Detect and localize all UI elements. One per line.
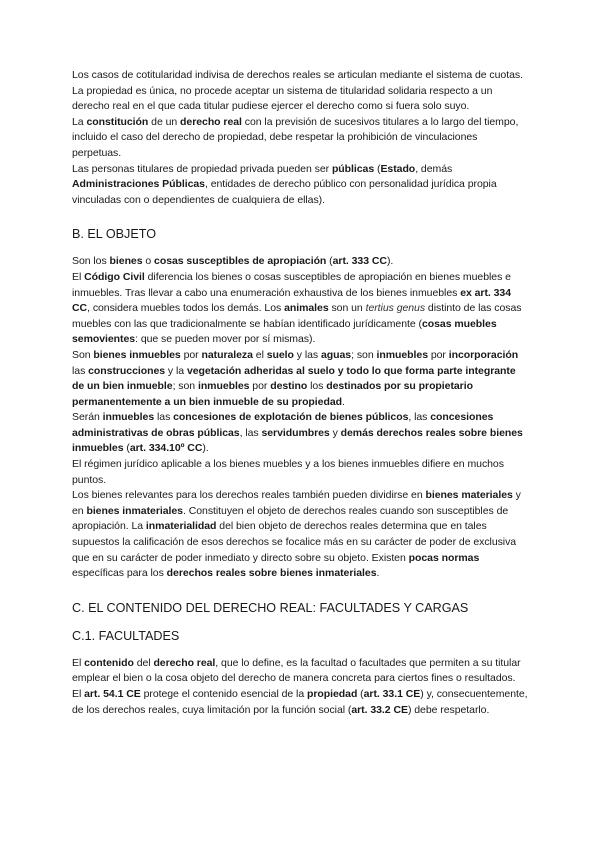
text-run: por	[427, 348, 449, 361]
bold-term: animales	[284, 302, 329, 315]
text-run: El	[72, 270, 85, 283]
bold-term: inmuebles	[102, 411, 155, 424]
text-run: ; son	[172, 380, 198, 393]
paragraph-art-54	[72, 687, 528, 718]
spacer	[72, 616, 528, 628]
text-run: Los bienes relevantes para los derechos reales también pueden dividirse en	[72, 489, 426, 502]
bold-term: Administraciones Públicas	[72, 178, 205, 191]
bold-term: destinados por su propietario permanentemente a un bien inmueble de su propiedad	[72, 380, 473, 408]
text-run: las	[154, 411, 174, 424]
text-run: (	[326, 255, 333, 268]
bold-term: art. 334.10º CC	[129, 442, 203, 455]
text-run: o	[142, 255, 155, 268]
spacer	[72, 582, 528, 600]
text-run: .	[341, 395, 345, 408]
heading-objeto: B. EL OBJETO	[72, 227, 156, 242]
bold-term: bienes materiales	[425, 489, 513, 502]
text-run: y	[329, 426, 341, 439]
heading-contenido: C. EL CONTENIDO DEL DERECHO REAL: FACULTADES Y CARGAS	[72, 600, 469, 615]
text-run: Son los	[72, 255, 110, 268]
bold-term: suelo	[266, 348, 294, 361]
bold-term: constitución	[86, 115, 149, 128]
text-run: (	[374, 162, 381, 175]
bold-term: construcciones	[88, 364, 166, 377]
text-run: por	[249, 380, 271, 393]
text-run: , las	[239, 426, 262, 439]
paragraph-bienes-materiales	[72, 488, 528, 582]
text-run: Los casos de cotitularidad indivisa de derechos reales se articulan mediante el sistema de cuotas. La propiedad es única, no procede aceptar un sistema de titularidad solidaria respecto a un derecho real en el que cada titular pudiese ejercer el derecho como si fuera solo suyo.	[72, 69, 523, 113]
bold-term: bienes inmuebles	[93, 348, 181, 361]
text-run: con la previsión de sucesivos titulares a lo largo del tiempo, incluido el caso del derecho de propiedad, debe respetar la prohibición de vinculaciones perpetuas.	[72, 115, 519, 159]
bold-term: aguas	[321, 348, 352, 361]
bold-term: cosas susceptibles de apropiación	[154, 255, 327, 268]
text-run: Las personas titulares de propiedad privada pueden ser	[72, 162, 332, 175]
text-run: Serán	[72, 411, 103, 424]
bold-term: derecho real	[180, 115, 242, 128]
text-run: y la	[165, 364, 187, 377]
text-run: . Constituyen el objeto de derechos reales cuando son susceptibles de apropiación. La	[72, 504, 509, 533]
bold-term: inmuebles	[197, 380, 250, 393]
paragraph-contenido	[72, 656, 528, 687]
text-run: son un	[328, 302, 366, 315]
bold-term: derechos reales sobre bienes inmateriales	[166, 567, 377, 580]
text-run: del bien objeto de derechos reales determina que en tales supuestos la calificación de esos derechos se focalice más en su carácter de poder de exclusiva que en su carácter de poder inmediato y directo sobre su objeto. Existen	[72, 520, 517, 564]
text-run: El	[72, 688, 85, 700]
text-run: , las	[408, 411, 431, 424]
paragraph-bienes	[72, 254, 528, 270]
bold-term: destino	[270, 380, 308, 393]
text-run: del	[133, 656, 154, 669]
text-run: , demás	[415, 162, 453, 175]
bold-term: cosas muebles semovientes	[72, 317, 497, 346]
text-run: (	[357, 688, 364, 700]
bold-term: art. 33.1 CE	[363, 688, 421, 700]
bold-term: pocas normas	[408, 551, 480, 564]
text-run: de un	[148, 115, 181, 128]
bold-term: art. 54.1 CE	[84, 688, 141, 700]
paragraph-constitucion	[72, 115, 528, 162]
paragraph-cotitularidad	[72, 68, 528, 115]
text-run: La	[72, 115, 87, 128]
spacer	[72, 644, 528, 656]
text-run: El	[72, 656, 85, 669]
text-run: : que se pueden mover por sí mismas).	[135, 333, 316, 346]
bold-term: derecho real	[153, 656, 216, 669]
text-run: El régimen jurídico aplicable a los bienes muebles y a los bienes inmuebles difiere en muchos puntos.	[72, 458, 504, 486]
bold-term: naturaleza	[201, 348, 253, 361]
bold-term: bienes inmateriales	[86, 504, 183, 517]
spacer	[72, 208, 528, 226]
bold-term: art. 333 CC	[332, 255, 387, 268]
italic-term: tertius genus	[365, 302, 426, 315]
paragraph-personas-titulares	[72, 162, 528, 209]
document-page	[72, 68, 528, 718]
text-run: el	[252, 348, 267, 361]
text-run: , considera muebles todos los demás. Los	[87, 302, 285, 315]
text-run: , que lo define, es la facultad o facultades que permiten a su titular emplear el bien o la cosa objeto del derecho de manera concreta para ciertos fines o resultados.	[72, 656, 521, 685]
bold-term: concesiones administrativas de obras públicas	[72, 411, 494, 439]
text-run: .	[376, 567, 380, 580]
text-run: los	[307, 380, 327, 393]
text-run: y en	[72, 489, 521, 517]
text-run: distinto de las cosas muebles con las que tradicionalmente se habían identificado jurídicamente (	[72, 302, 522, 330]
bold-term: servidumbres	[261, 426, 330, 439]
text-run: diferencia los bienes o cosas susceptibles de apropiación en bienes muebles e inmuebles. Tras llevar a cabo una enumeración exhaustiva de los bienes inmuebles	[72, 270, 511, 299]
bold-term: concesiones de explotación de bienes públicos	[173, 411, 409, 424]
bold-term: contenido	[84, 656, 134, 669]
heading-facultades: C.1. FACULTADES	[72, 628, 180, 643]
text-run: (	[123, 442, 130, 455]
bold-term: art. 33.2 CE	[351, 703, 408, 716]
text-run: y las	[293, 348, 321, 361]
bold-term: propiedad	[307, 688, 358, 700]
bold-term: bienes	[109, 255, 143, 268]
bold-term: inmaterialidad	[145, 520, 217, 533]
bold-term: públicas	[331, 162, 375, 175]
text-run: específicas para los	[72, 567, 167, 580]
text-run: por	[180, 348, 202, 361]
bold-term: Estado	[380, 162, 416, 175]
bold-term: vegetación adheridas al suelo y todo lo que forma parte integrante de un bien inmueble	[72, 364, 516, 393]
bold-term: inmuebles	[376, 348, 428, 361]
bold-term: ex art. 334 CC	[72, 286, 512, 315]
text-run: ) debe respetarlo.	[407, 703, 490, 716]
paragraph-codigo-civil	[72, 270, 528, 348]
text-run: protege el contenido esencial de la	[140, 688, 307, 700]
bold-term: Código Civil	[84, 270, 145, 283]
spacer	[72, 242, 528, 254]
text-run: ) y, consecuentemente, de los derechos reales, cuya limitación por la función social (	[72, 688, 528, 716]
text-run: ).	[386, 255, 394, 268]
bold-term: incorporación	[448, 348, 519, 361]
text-run: ).	[202, 442, 209, 455]
paragraph-bienes-inmuebles	[72, 348, 528, 410]
paragraph-concesiones	[72, 410, 528, 457]
text-run: ; son	[351, 348, 377, 361]
paragraph-regimen-juridico	[72, 457, 528, 488]
text-run: , entidades de derecho público con personalidad jurídica propia vinculadas con o dependientes de cualquiera de ellas).	[72, 178, 497, 206]
bold-term: demás derechos reales sobre bienes inmuebles	[72, 426, 523, 455]
text-run: las	[72, 364, 89, 377]
text-run: Son	[72, 348, 94, 361]
